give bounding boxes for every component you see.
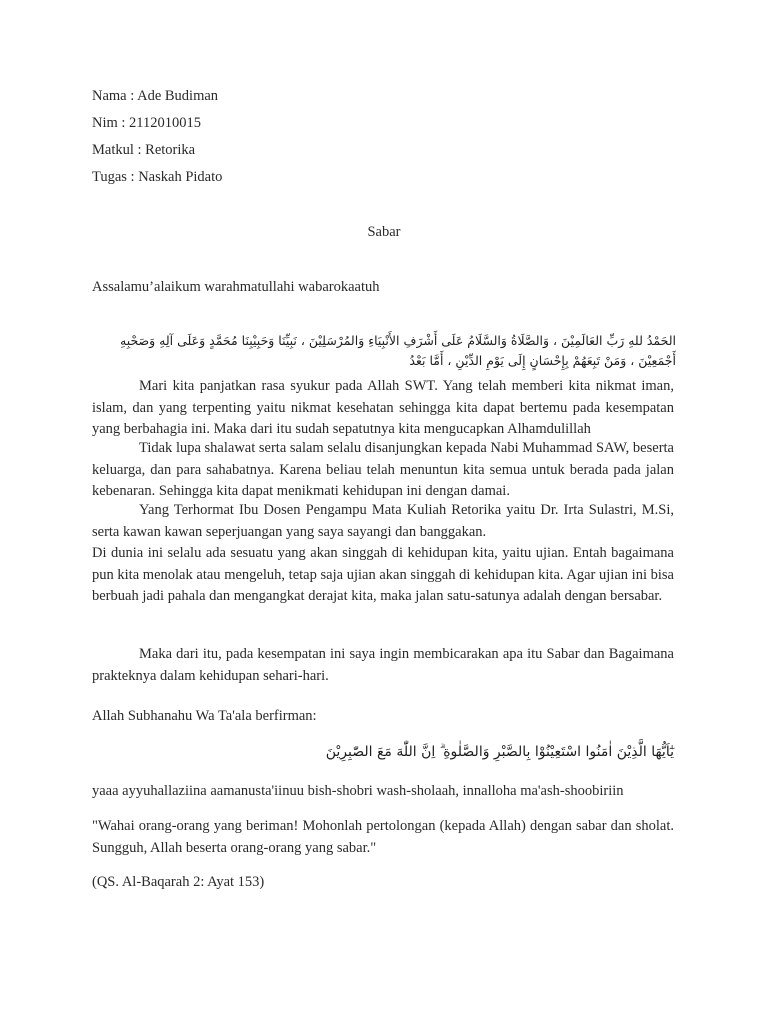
transliteration: yaaa ayyuhallaziina aamanusta'iinuu bish-shobri wash-sholaah, innalloha ma'ash-shoobiriin [92, 783, 624, 799]
arabic-verse: يٰٓاَيُّهَا الَّذِيْنَ اٰمَنُوا اسْتَعِيْنُوْا بِالصَّبْرِ وَالصَّلٰوةِ ۗ اِنَّ اللّٰهَ مَعَ الصّٰبِرِيْنَ [325, 744, 674, 760]
header-nama: Nama : Ade Budiman [92, 88, 219, 104]
paragraph-2: Tidak lupa shalawat serta salam selalu disanjungkan kepada Nabi Muhammad SAW, beserta keluarga, dan para sahabatnya. Karena beliau telah menuntun kita semua untuk berada pada jalan kebenaran. Sehingga kita dapat menikmati kehidupan ini dengan damai. [92, 440, 674, 499]
header-nim: Nim : 2112010015 [92, 115, 202, 131]
verse-intro: Allah Subhanahu Wa Ta'ala berfirman: [92, 708, 317, 724]
arabic-opening: الحَمْدُ للهِ رَبِّ العَالَمِيْنَ ، وَالصَّلَاةُ وَالسَّلَامُ عَلَى أَشْرَفِ الأَنْبِيَاءِ وَالمُرْسَلِيْنَ ، نَبِيِّنَا وَحَبِيْبِنَا مُحَمَّدٍ وَعَلَى آلِهِ وَصَحْبِهِ أَجْمَعِيْنَ ، وَمَنْ تَبِعَهُمْ بِإِحْسَانٍ إِلَى يَوْمِ الدِّيْنِ ، أَمَّا بَعْدُ [120, 333, 676, 368]
header-tugas: Tugas : Naskah Pidato [92, 169, 223, 185]
paragraph-4: Di dunia ini selalu ada sesuatu yang akan singgah di kehidupan kita, yaitu ujian. Entah bagaimana pun kita menolak atau mengeluh, tetap saja ujian akan singgah di kehidupan kita. Agar ujian ini bisa berbuah jadi pahala dan mengangkat derajat kita, maka jalan satu-satunya adalah dengan bersabar. [92, 545, 674, 604]
verse-reference: (QS. Al-Baqarah 2: Ayat 153) [92, 874, 265, 890]
document-title: Sabar [367, 224, 401, 240]
paragraph-3: Yang Terhormat Ibu Dosen Pengampu Mata Kuliah Retorika yaitu Dr. Irta Sulastri, M.Si, serta kawan kawan seperjuangan yang saya sayangi dan banggakan. [92, 502, 674, 540]
header-matkul: Matkul : Retorika [92, 142, 196, 158]
paragraph-5: Maka dari itu, pada kesempatan ini saya ingin membicarakan apa itu Sabar dan Bagaimana prakteknya dalam kehidupan sehari-hari. [92, 646, 674, 684]
paragraph-1: Mari kita panjatkan rasa syukur pada Allah SWT. Yang telah memberi kita nikmat iman, islam, dan yang terpenting yaitu nikmat kesehatan sehingga kita dapat bertemu pada kesempatan yang berbahagia ini. Maka dari itu sudah sepatutnya kita mengucapkan Alhamdulillah [92, 378, 674, 437]
greeting: Assalamu’alaikum warahmatullahi wabarokaatuh [92, 279, 380, 295]
translation: "Wahai orang-orang yang beriman! Mohonlah pertolongan (kepada Allah) dengan sabar dan sholat. Sungguh, Allah beserta orang-orang yang sabar." [92, 818, 674, 856]
